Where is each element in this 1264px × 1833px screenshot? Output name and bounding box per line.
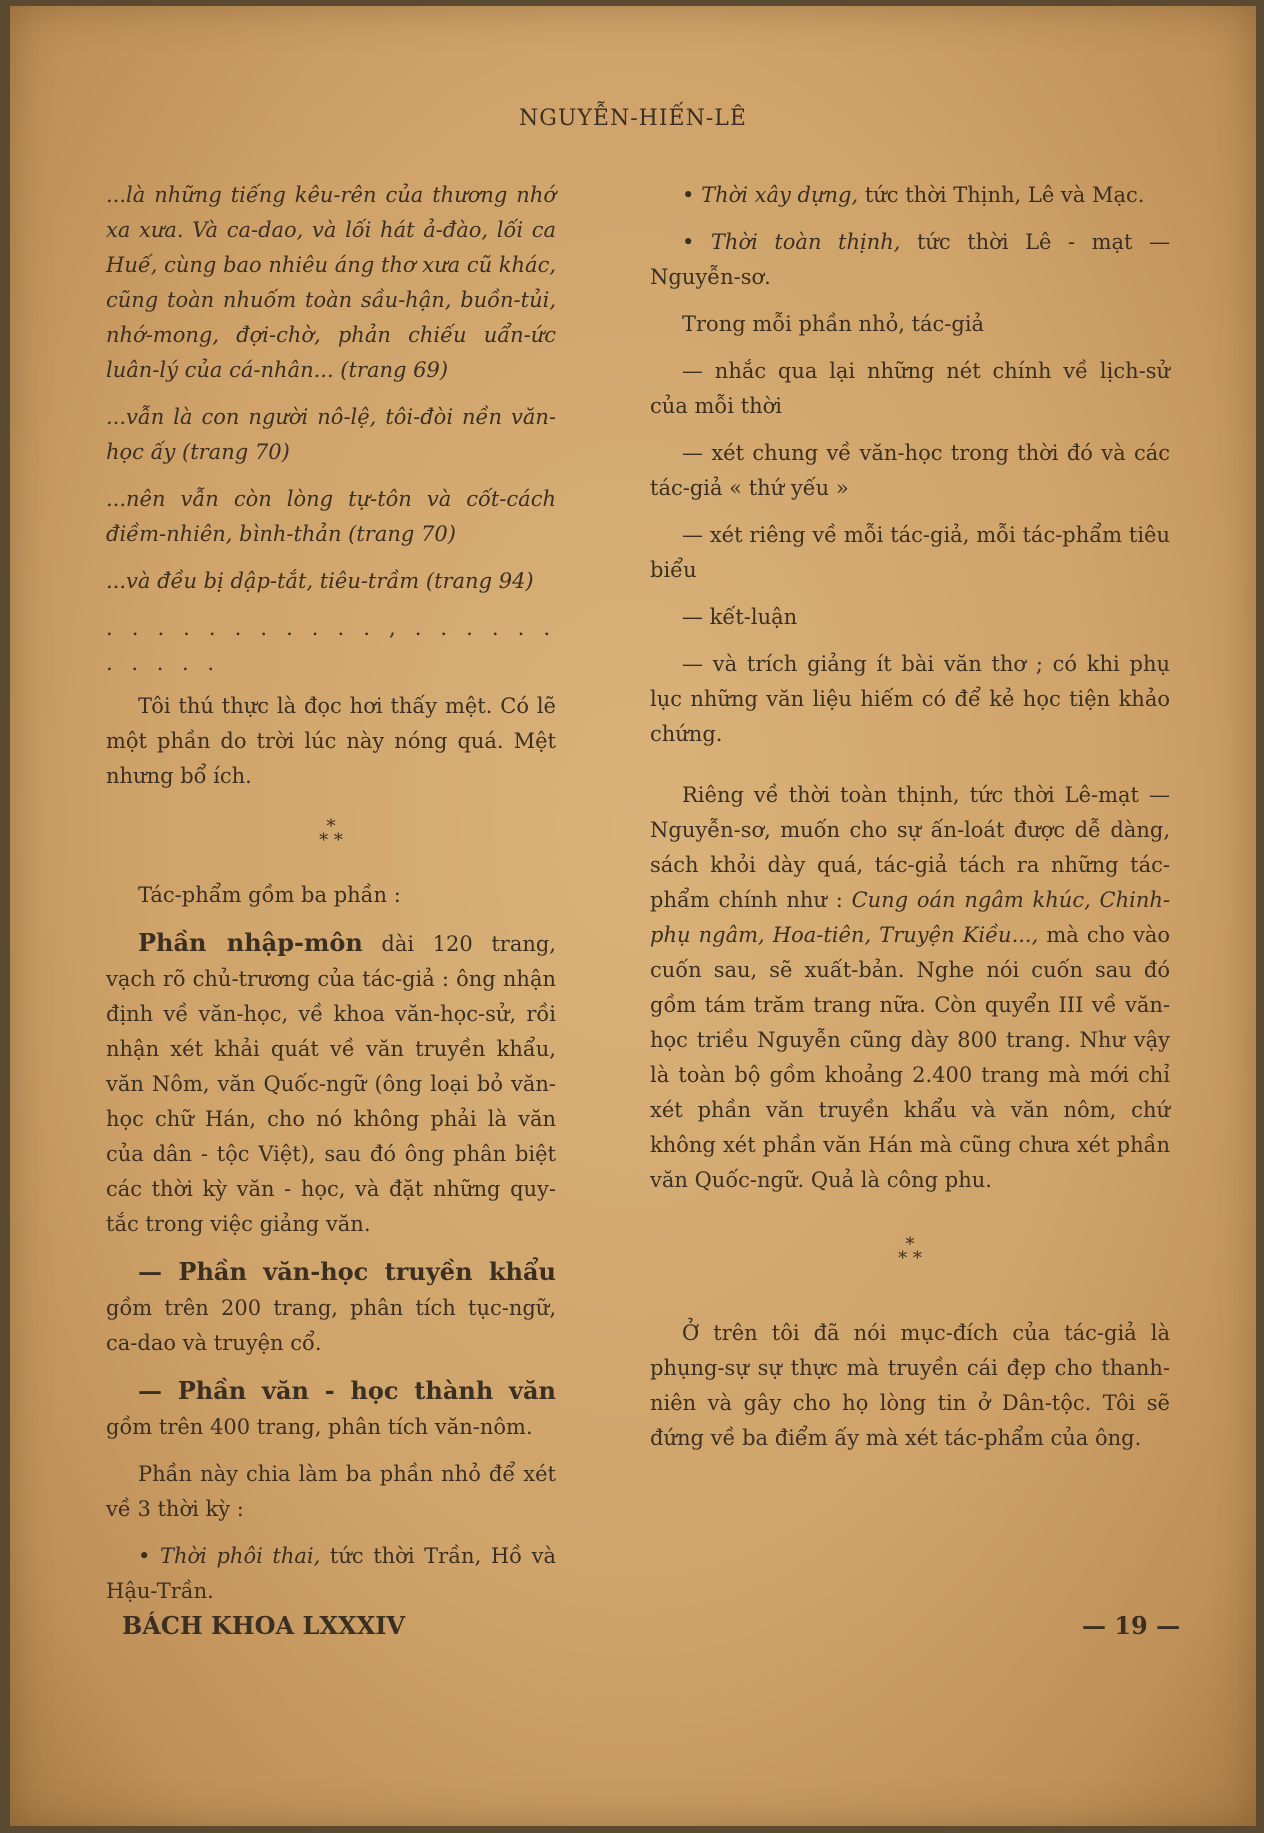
list-item: — và trích giảng ít bài văn thơ ; có khi phụ lục những văn liệu hiếm có để kẻ học tiện khảo chứng. [650, 652, 1170, 746]
work-titles: Cung oán ngâm khúc, Chinh-phụ ngâm, Hoa-tiên, Truyện Kiều..., [650, 888, 1170, 947]
section-heading: — Phần văn - học thành văn [138, 1376, 556, 1405]
paragraph [650, 778, 1170, 1198]
quote-3: ...nên vẫn còn lòng tự-tôn và cốt-cách điềm-nhiên, bình-thản (trang 70) [106, 487, 556, 546]
paragraph-text: tức thời Trần, Hồ và Hậu-Trần. [106, 1544, 557, 1603]
journal-name: BÁCH KHOA LXXXIV [122, 1611, 406, 1640]
section-heading: Phần nhập-môn [138, 928, 363, 957]
list-item: — nhắc qua lại những nét chính về lịch-sử của mỗi thời [650, 359, 1170, 418]
list-item: — kết-luận [682, 605, 798, 629]
list-item [106, 1539, 556, 1609]
paragraph-text: gồm trên 400 trang, phân tích văn-nôm. [106, 1415, 533, 1439]
paragraph-text: dài 120 trang, vạch rõ chủ-trương của tác-giả : ông nhận định về văn-học, về khoa văn-học-sử, rồi nhận xét khải quát về văn truyền khẩu, văn Nôm, văn Quốc-ngữ (ông loại bỏ văn-học chữ Hán, cho nó không phải là văn của dân - tộc Việt), sau đó ông phân biệt các thời kỳ văn - học, và đặt những quy-tắc trong việc giảng văn. [106, 932, 556, 1236]
section-heading: — Phần văn-học truyền khẩu [138, 1257, 556, 1286]
paragraph [106, 1373, 556, 1445]
paragraph: Trong mỗi phần nhỏ, tác-giả [682, 312, 985, 336]
paragraph [106, 925, 556, 1242]
paragraph [106, 1254, 556, 1361]
list-item [650, 178, 1170, 213]
paragraph-text: tức thời Thịnh, Lê và Mạc. [858, 183, 1145, 207]
paragraph-text: tức thời Lê - mạt — Nguyễn-sơ. [650, 230, 1170, 289]
section-separator: * * * [898, 1234, 922, 1269]
paragraph-text: mà cho vào cuốn sau, sẽ xuất-bản. Nghe nói cuốn sau đó gồm tám trăm trang nữa. Còn quyển III về văn-học triều Nguyễn cũng dày 800 trang. Như vậy là toàn bộ gồm khoảng 2.400 trang mà mới chỉ xét phần văn truyền khẩu và văn nôm, chứ không xét phần văn Hán mà cũng chưa xét phần văn Quốc-ngữ. Quả là công phu. [650, 923, 1170, 1192]
paragraph: Tôi thú thực là đọc hơi thấy mệt. Có lẽ một phần do trời lúc này nóng quá. Mệt nhưng bổ ích. [106, 694, 556, 788]
left-column [106, 178, 556, 1621]
paragraph: Tác-phẩm gồm ba phần : [138, 883, 401, 907]
quote-2: ...vẫn là con người nô-lệ, tôi-đòi nền văn-học ấy (trang 70) [106, 405, 556, 464]
list-item [650, 225, 1170, 295]
paragraph-text: Riêng về thời toàn thịnh, tức thời Lê-mạt — Nguyễn-sơ, muốn cho sự ấn-loát được dễ dàng, sách khỏi dày quá, tác-giả tách ra những tác-phẩm chính như : [650, 783, 1170, 912]
quote-1: ...là những tiếng kêu-rên của thương nhớ xa xưa. Và ca-dao, và lối hát ả-đào, lối ca Huế, cùng bao nhiêu áng thơ xưa cũ khác, cũng toàn nhuốm toàn sầu-hận, buồn-tủi, nhớ-mong, đợi-chờ, phản chiếu uẩn-ức luân-lý của cá-nhân... (trang 69) [106, 183, 556, 382]
page-number: — 19 — [1082, 1611, 1181, 1640]
list-item: — xét chung về văn-học trong thời đó và các tác-giả « thứ yếu » [650, 441, 1170, 500]
period-name: Thời toàn thịnh, [710, 230, 901, 254]
paragraph-text: gồm trên 200 trang, phân tích tục-ngữ, ca-dao và truyện cổ. [106, 1296, 556, 1355]
right-column [650, 178, 1170, 1468]
running-header: NGUYỄN-HIẾN-LÊ [519, 106, 747, 131]
quote-4: ...và đều bị dập-tắt, tiêu-trầm (trang 94) [106, 569, 534, 593]
ellipsis-row: . . . . . . . . . . . , . . . . . . . . . . . [106, 616, 556, 675]
period-name: Thời phôi thai, [160, 1544, 321, 1568]
period-name: Thời xây dựng, [701, 183, 859, 207]
section-separator: * * * [319, 816, 343, 851]
paragraph: Phần này chia làm ba phần nhỏ để xét về 3 thời kỳ : [106, 1462, 556, 1521]
document-page [10, 6, 1256, 1826]
paragraph: Ở trên tôi đã nói mục-đích của tác-giả là phụng-sự sự thực mà truyền cái đẹp cho thanh-niên và gây cho họ lòng tin ở Dân-tộc. Tôi sẽ đứng về ba điểm ấy mà xét tác-phẩm của ông. [650, 1321, 1170, 1450]
list-item: — xét riêng về mỗi tác-giả, mỗi tác-phẩm tiêu biểu [650, 523, 1170, 582]
